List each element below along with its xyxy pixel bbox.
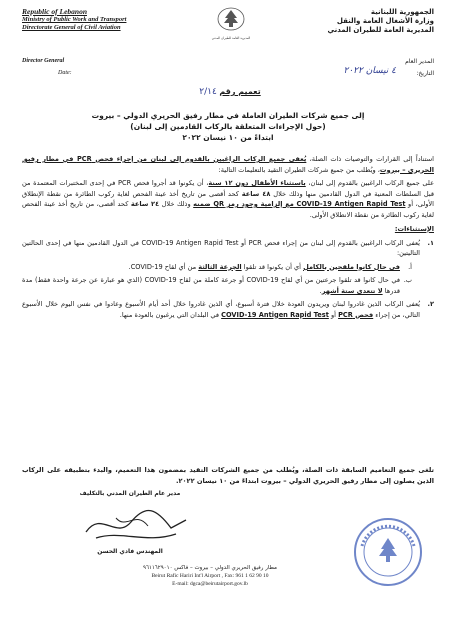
text-run: من أي لقاح COVID-19. bbox=[128, 262, 199, 271]
text-run: كحد أقصى، من تاريخ أخذ عينة الفحص لغاية ركوب الطائرة من نقطة الانطلاق الأولى. bbox=[22, 200, 434, 219]
exception-subitem bbox=[22, 275, 434, 296]
item-number: ١. bbox=[427, 238, 434, 247]
circular-number bbox=[150, 87, 310, 97]
item-number: ٢. bbox=[427, 300, 434, 308]
text-run: وذلك خلال bbox=[159, 200, 194, 208]
exception-subitem bbox=[22, 262, 434, 273]
circular-label: تعميم رقم bbox=[219, 87, 261, 96]
text-run: الجرعة الثالثة bbox=[198, 262, 242, 271]
text-run: لا تتعدى ستة أشهر bbox=[321, 286, 383, 295]
exceptions-heading: الإستثناءات: bbox=[394, 225, 434, 233]
header-en-line: Republic of Lebanon bbox=[22, 7, 87, 16]
footer bbox=[100, 564, 320, 588]
text-run: في البلدان التي يرغبون بالعودة منها. bbox=[119, 310, 222, 319]
date-label-en: Date: bbox=[58, 70, 72, 76]
text-run: ، ويُطلب من جميع شركات الطيران التقيد بالتعليمات التالية: bbox=[218, 165, 380, 174]
header-arabic bbox=[284, 8, 434, 35]
text-run: كحد أقصى من تاريخ أخذ عينة الفحص لغاية ركوب الطائرة من نقطة الإنطلاق الأولى، أو bbox=[22, 189, 434, 208]
director-label-ar: المدير العام bbox=[405, 58, 434, 65]
header-ar-line: وزارة الأشغال العامة والنقل bbox=[336, 17, 434, 25]
text-run: يُعفى جميع الركاب الراغبين بالقدوم إلى لبنان من إجراء فحص PCR في مطار رفيق الحريري – بيروت bbox=[22, 155, 434, 174]
text-run: باستثناء الأطفال دون ١٢ سنة bbox=[208, 179, 306, 187]
signatory-title: مدير عام الطيران المدني بالتكليف bbox=[79, 490, 181, 497]
ministry-seal bbox=[208, 6, 254, 46]
text-run: في حال كانوا قد تلقوا جرعتين من أي لقاح COVID-19 أو جرعة كاملة من لقاح COVID-19 (الذي هو عبارة عن جرعة واحدة فقط) مدة قدرها bbox=[22, 276, 401, 295]
director-label-en: Director General bbox=[22, 58, 65, 64]
footer-email: E-mail: dgca@beirutairport.gov.lb bbox=[172, 581, 248, 587]
text-run: ٢٤ ساعة bbox=[130, 200, 160, 208]
footer-line-en: Beirut Rafic Hariri Int'l Airport , Fax: 961 1 62 90 10 bbox=[151, 573, 269, 579]
text-run: في حال كانوا ملقحين بالكامل bbox=[303, 262, 400, 271]
intro-paragraph bbox=[22, 154, 434, 175]
text-run: COVID-19 Antigen Rapid Test bbox=[221, 310, 329, 319]
item-number: أ. bbox=[408, 262, 412, 271]
text-run: استناداً إلى القرارات والتوصيات ذات الصلة، bbox=[306, 155, 434, 163]
exception-item bbox=[22, 238, 434, 259]
text-run: ، أن يكونوا قد أجروا فحص PCR في إحدى المختبرات المعتمدة من قبل السلطات المعنية في الدول القادمين منها وذلك خلال bbox=[22, 179, 434, 198]
header-ar-line: الجمهورية اللبنانية bbox=[370, 8, 434, 16]
text-run: أي أن يكونوا قد تلقوا bbox=[241, 262, 304, 271]
text-run: . bbox=[319, 286, 322, 295]
closing-paragraph: تلغى جميع التعاميم السابقة ذات الصلة، ويُطلب من جميع الشركات التقيد بمضمون هذا التعميم، والبدء بتطبيقه على الركاب الذين يصلون إلى مطار رفيق الحريري الدولي – بيروت ابتداءً من ١٠ نيسان ٢٠٢٢. bbox=[22, 466, 434, 485]
document-title bbox=[60, 110, 396, 143]
handwritten-signature bbox=[76, 500, 196, 550]
requirement-paragraph bbox=[22, 178, 434, 220]
text-run: أو bbox=[328, 310, 339, 319]
item-number: ب. bbox=[403, 276, 412, 284]
header-english bbox=[22, 8, 212, 32]
title-line: (حول الإجراءات المتعلقة بالركاب القادمين إلى لبنان) bbox=[130, 122, 326, 131]
text-run: COVID-19 Antigen Rapid Test مع إلزامية وجود رمز QR ضمنه bbox=[193, 200, 406, 208]
handwritten-date: ٤ نيسان ٢٠٢٢ bbox=[343, 66, 396, 76]
exception-item bbox=[22, 299, 434, 320]
text-run: يُعفى الركاب الراغبين بالقدوم إلى لبنان من إجراء فحص PCR أو COVID-19 Antigen Rapid Test في الدول القادمين منها في إحدى الحالتين التاليتين: bbox=[22, 238, 420, 257]
text-run: فحص PCR bbox=[338, 310, 374, 319]
text-run: على جميع الركاب الراغبين بالقدوم إلى لبنان، bbox=[305, 179, 435, 187]
signatory-name: المهندس فادي الحسن bbox=[97, 548, 163, 555]
seal-caption: المديرية العامة للطيران المدني bbox=[211, 36, 251, 40]
text-run: ٤٨ ساعة bbox=[241, 189, 271, 198]
circular-value: ٢/١٤ bbox=[199, 87, 217, 97]
official-stamp-icon bbox=[352, 516, 424, 588]
date-label-ar: التاريخ: bbox=[416, 70, 434, 77]
cedar-seal-icon bbox=[216, 6, 246, 32]
text-run: يُعفى الركاب الذين غادروا لبنان ويريدون العودة خلال فترة أسبوع، أي الذين غادروا خلال أحد أيام الأسبوع وعادوا في نفس اليوم خلال الأسبوع التالي، من إجراء bbox=[22, 300, 420, 319]
header-en-line: Directorate General of Civil Aviation bbox=[22, 24, 121, 31]
title-line: إلى جميع شركات الطيران العاملة في مطار رفيق الحريري الدولي – بيروت bbox=[91, 111, 365, 120]
document-body bbox=[22, 154, 434, 323]
title-line: ابتداءً من ١٠ نيسان ٢٠٢٢ bbox=[182, 133, 274, 142]
header-ar-line: المديرية العامة للطيران المدني bbox=[327, 26, 434, 34]
footer-line-ar: مطار رفيق الحريري الدولي – بيروت – فاكس ٩٦١١٦٢٩٠١٠ bbox=[142, 565, 277, 571]
header-en-line: Ministry of Public Work and Transport bbox=[22, 16, 127, 23]
